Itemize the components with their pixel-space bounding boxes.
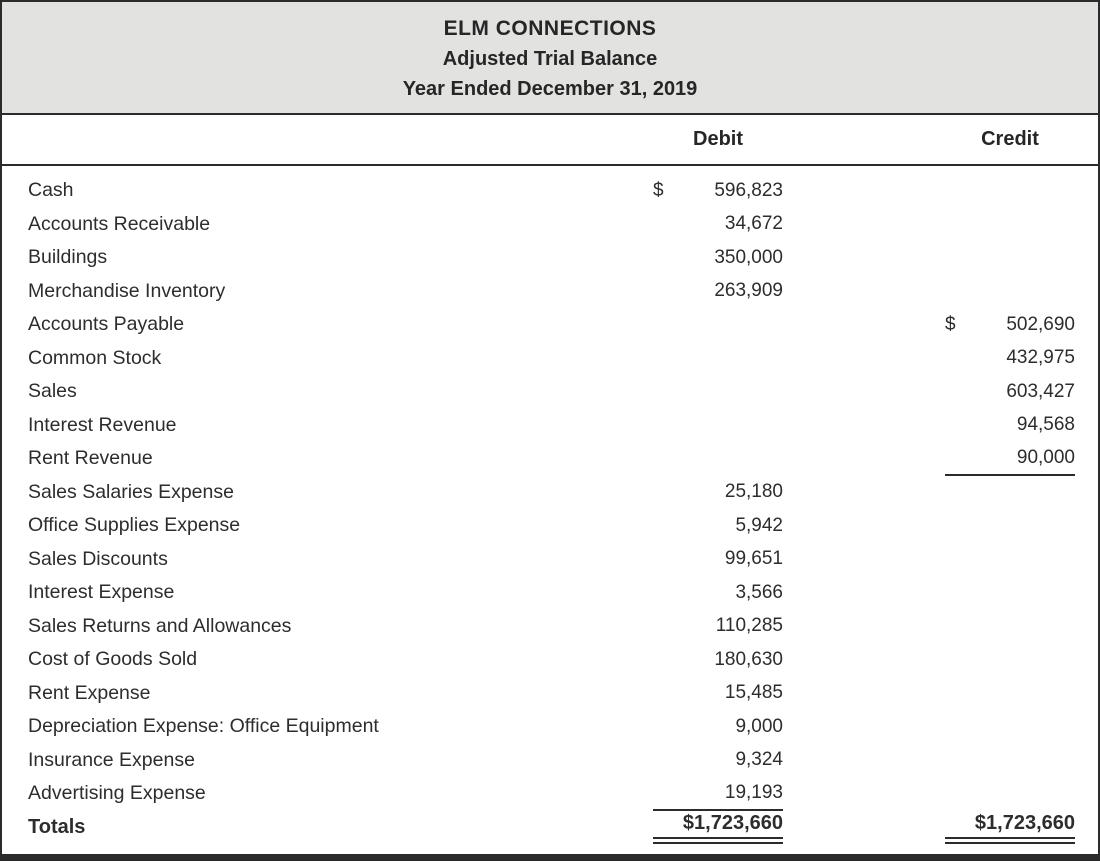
debit-cell — [653, 308, 783, 342]
debit-cell — [653, 777, 783, 811]
debit-amount: 3,566 — [735, 581, 783, 603]
debit-amount: 596,823 — [714, 179, 783, 201]
report-title: Adjusted Trial Balance — [442, 48, 658, 70]
debit-amount: 263,909 — [714, 280, 783, 302]
credit-cell — [945, 576, 1075, 610]
debit-column-header: Debit — [693, 128, 743, 150]
table-row — [2, 710, 1098, 744]
debit-cell — [653, 643, 783, 677]
credit-cell — [945, 174, 1075, 208]
credit-cell — [945, 409, 1075, 443]
debit-cell — [653, 275, 783, 309]
account-name: Interest Expense — [28, 581, 175, 604]
table-row — [2, 476, 1098, 510]
column-header-row — [2, 115, 1098, 166]
debit-cell — [653, 509, 783, 543]
account-name: Office Supplies Expense — [28, 514, 241, 537]
totals-debit-cell — [653, 811, 783, 845]
account-name: Interest Revenue — [28, 413, 177, 436]
credit-amount: 432,975 — [1006, 347, 1075, 369]
credit-amount: 90,000 — [1016, 446, 1075, 468]
credit-cell — [945, 677, 1075, 711]
debit-amount: 19,193 — [724, 781, 783, 803]
table-row — [2, 342, 1098, 376]
credit-cell — [945, 308, 1075, 342]
debit-amount: 5,942 — [735, 514, 783, 536]
table-row — [2, 643, 1098, 677]
table-row — [2, 308, 1098, 342]
totals-label: Totals — [28, 815, 86, 838]
debit-amount: 15,485 — [724, 682, 783, 704]
credit-cell — [945, 476, 1075, 510]
account-name: Sales Returns and Allowances — [28, 614, 292, 637]
credit-cell — [945, 610, 1075, 644]
totals-row — [2, 811, 1098, 845]
debit-cell — [653, 576, 783, 610]
account-name: Accounts Receivable — [28, 212, 211, 235]
account-name: Sales Discounts — [28, 547, 168, 570]
account-name: Sales — [28, 380, 77, 403]
table-row — [2, 509, 1098, 543]
credit-amount: 502,690 — [1006, 313, 1075, 335]
debit-cell — [653, 677, 783, 711]
dollar-sign: $ — [653, 179, 664, 201]
account-name: Insurance Expense — [28, 748, 195, 771]
debit-cell — [653, 342, 783, 376]
debit-cell — [653, 476, 783, 510]
debit-cell — [653, 744, 783, 778]
credit-cell — [945, 342, 1075, 376]
debit-cell — [653, 543, 783, 577]
debit-amount: 34,672 — [724, 213, 783, 235]
debit-cell — [653, 710, 783, 744]
credit-cell — [945, 275, 1075, 309]
table-row — [2, 275, 1098, 309]
table-row — [2, 543, 1098, 577]
debit-cell — [653, 610, 783, 644]
credit-cell — [945, 543, 1075, 577]
account-name: Advertising Expense — [28, 782, 206, 805]
debit-cell — [653, 442, 783, 476]
table-row — [2, 375, 1098, 409]
account-name: Merchandise Inventory — [28, 279, 226, 302]
account-name: Rent Revenue — [28, 447, 153, 470]
account-name: Cash — [28, 179, 74, 202]
account-name: Depreciation Expense: Office Equipment — [28, 715, 379, 738]
credit-cell — [945, 442, 1075, 476]
credit-cell — [945, 643, 1075, 677]
debit-amount: 110,285 — [715, 615, 783, 637]
debit-amount: 9,324 — [735, 749, 783, 771]
credit-cell — [945, 241, 1075, 275]
debit-cell — [653, 208, 783, 242]
table-row — [2, 777, 1098, 811]
credit-cell — [945, 208, 1075, 242]
account-name: Common Stock — [28, 346, 162, 369]
table-row — [2, 744, 1098, 778]
table-row — [2, 208, 1098, 242]
debit-amount: 99,651 — [724, 548, 783, 570]
account-name: Buildings — [28, 246, 108, 269]
credit-cell — [945, 509, 1075, 543]
table-row — [2, 677, 1098, 711]
debit-cell — [653, 241, 783, 275]
debit-cell — [653, 174, 783, 208]
table-row — [2, 241, 1098, 275]
totals-credit-cell — [945, 811, 1075, 845]
table-row — [2, 610, 1098, 644]
credit-amount: 94,568 — [1016, 414, 1075, 436]
credit-cell — [945, 744, 1075, 778]
debit-cell — [653, 375, 783, 409]
title-band — [2, 2, 1098, 115]
credit-column-header: Credit — [981, 128, 1039, 150]
debit-amount: 350,000 — [714, 246, 783, 268]
debit-amount: 25,180 — [724, 481, 783, 503]
account-name: Sales Salaries Expense — [28, 480, 234, 503]
credit-cell — [945, 375, 1075, 409]
account-name: Cost of Goods Sold — [28, 648, 198, 671]
debit-cell — [653, 409, 783, 443]
table-row — [2, 576, 1098, 610]
dollar-sign: $ — [945, 313, 956, 335]
debit-amount: 9,000 — [735, 715, 783, 737]
table-body — [2, 166, 1098, 844]
credit-cell — [945, 710, 1075, 744]
company-name: ELM CONNECTIONS — [443, 17, 657, 40]
totals-credit-amount: $1,723,660 — [974, 812, 1075, 835]
report-period: Year Ended December 31, 2019 — [402, 78, 698, 100]
account-name: Rent Expense — [28, 681, 151, 704]
table-row — [2, 442, 1098, 476]
table-row — [2, 409, 1098, 443]
totals-debit-amount: $1,723,660 — [682, 812, 783, 835]
account-name: Accounts Payable — [28, 313, 185, 336]
table-row — [2, 174, 1098, 208]
credit-cell — [945, 777, 1075, 811]
debit-amount: 180,630 — [714, 648, 783, 670]
credit-amount: 603,427 — [1006, 380, 1075, 402]
